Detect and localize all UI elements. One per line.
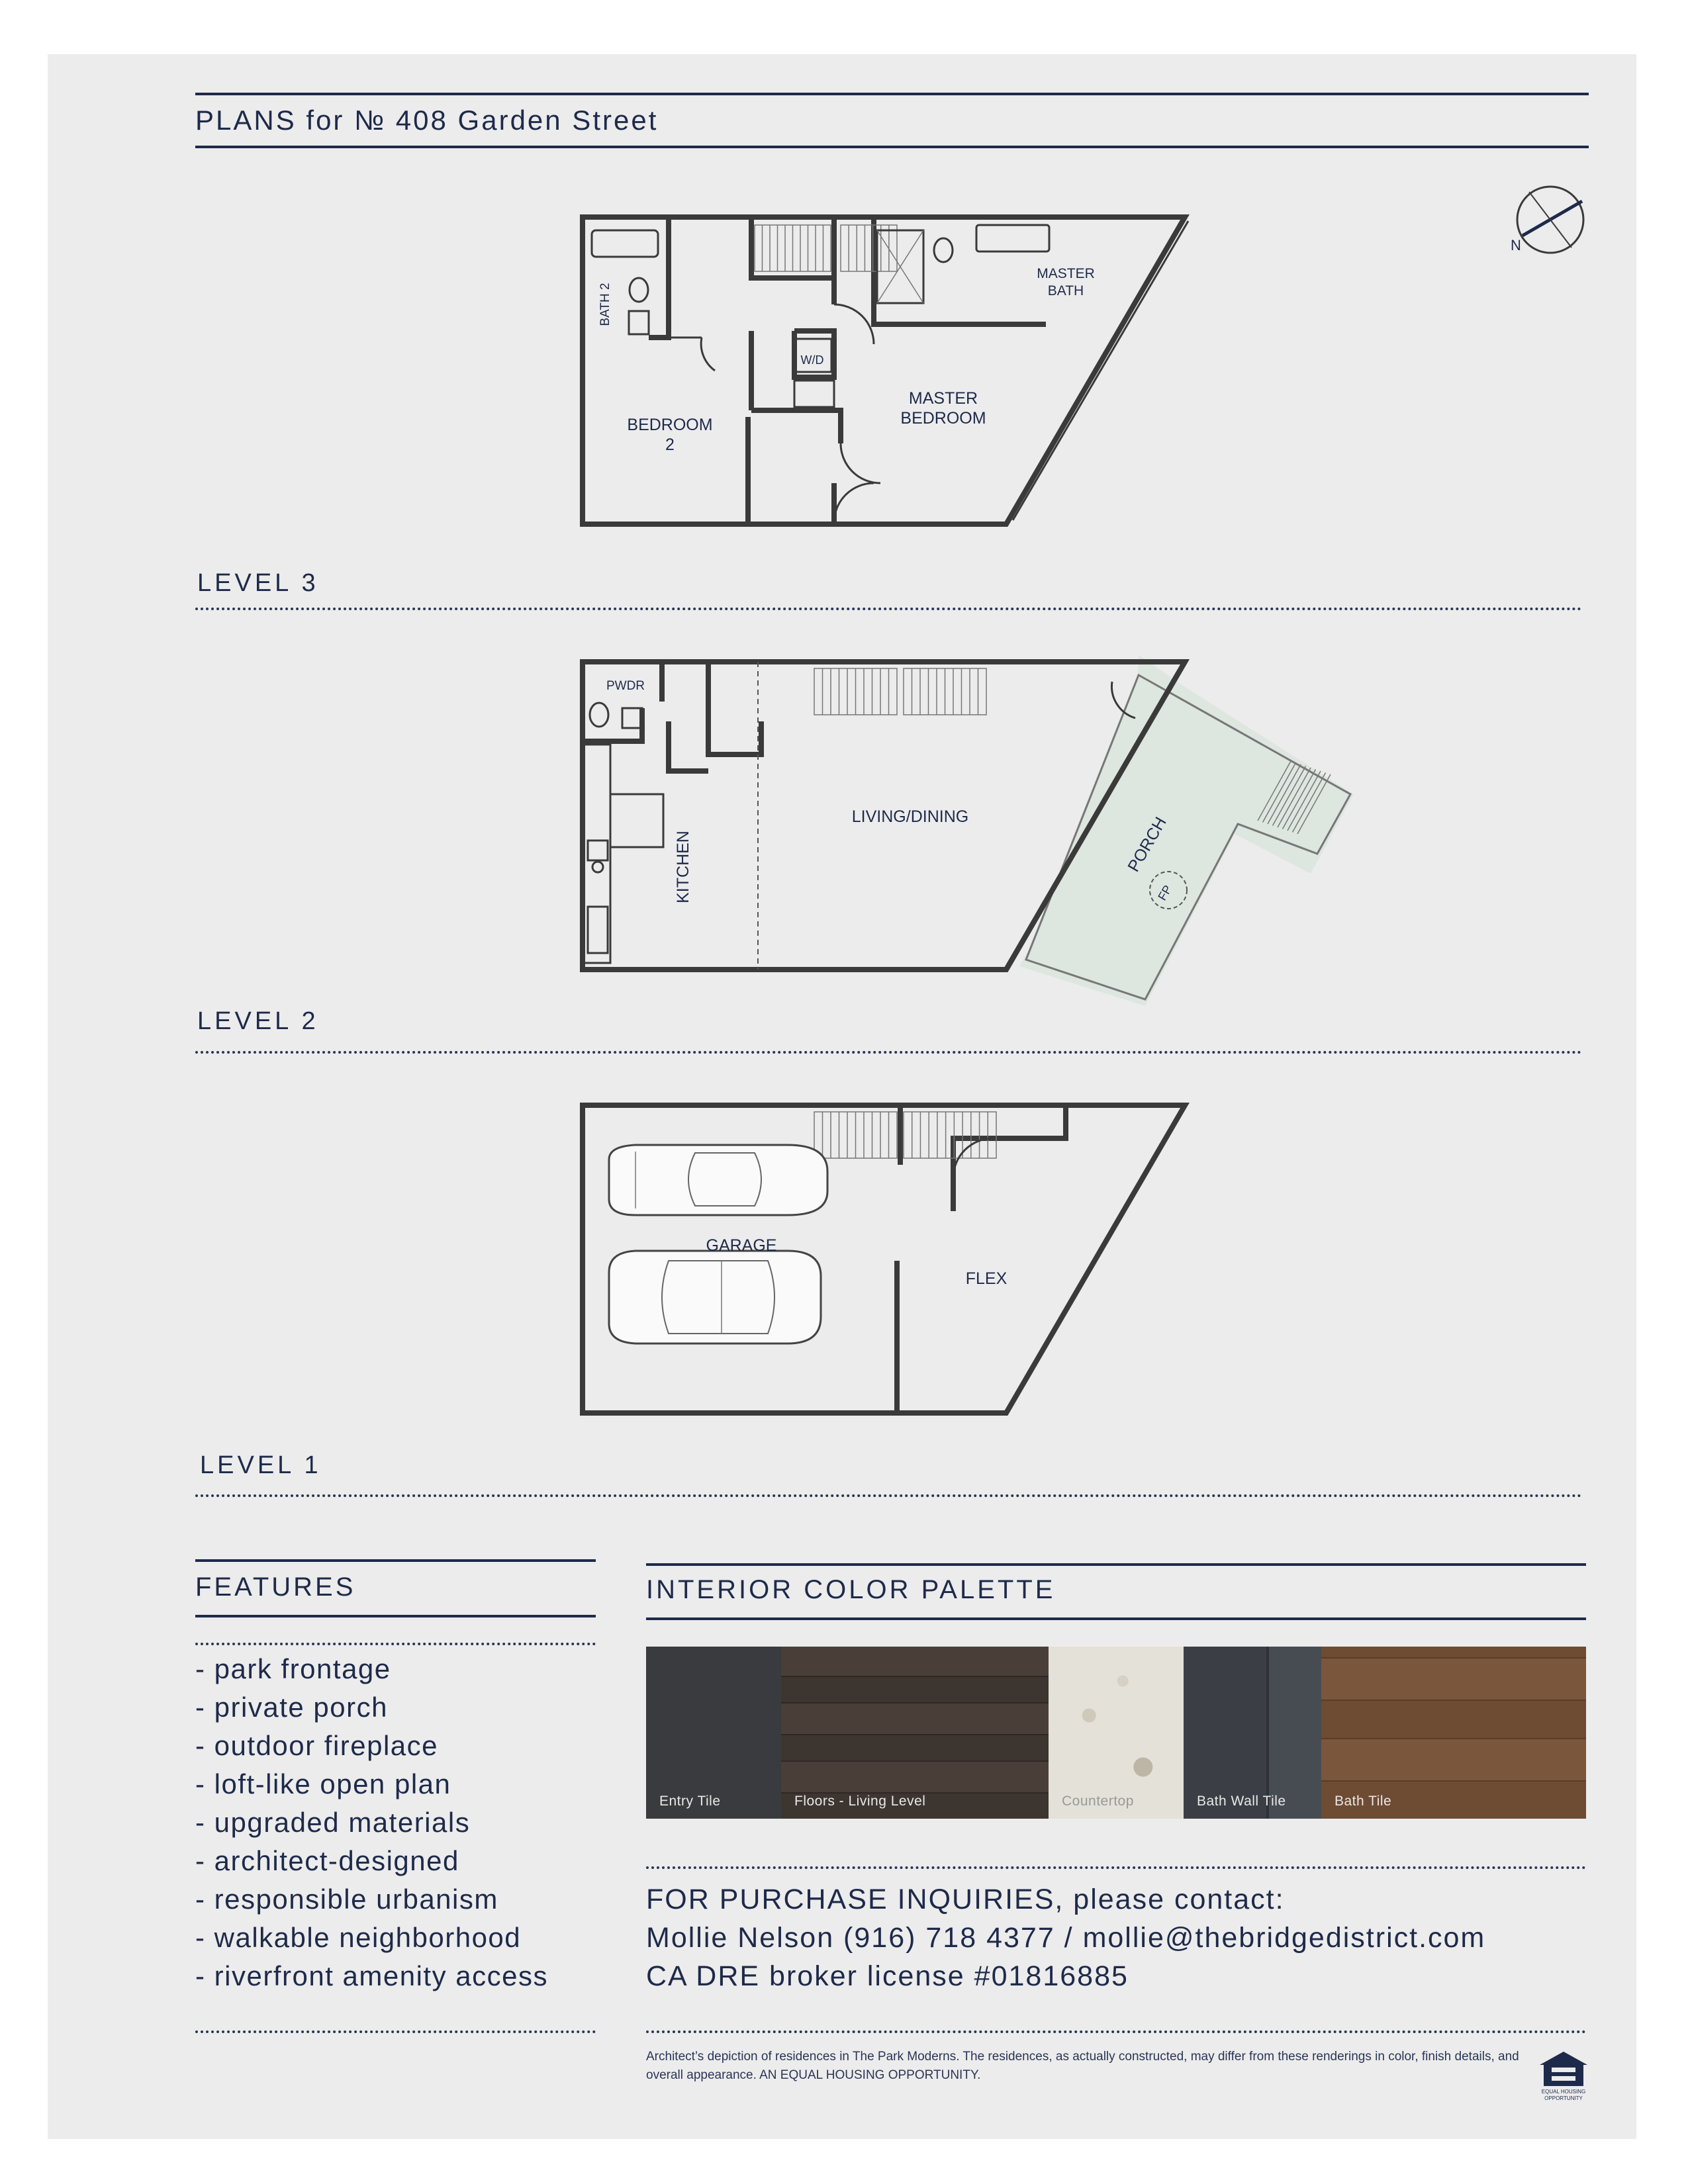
feature-item: - park frontage <box>195 1653 391 1684</box>
feature-item: - responsible urbanism <box>195 1884 498 1915</box>
equal-housing-icon <box>1537 2049 1590 2102</box>
level-2-label: LEVEL 2 <box>197 1007 319 1035</box>
swatch-label: Bath Wall Tile <box>1197 1794 1286 1809</box>
level-1-divider <box>195 1494 1582 1497</box>
feature-item: - riverfront amenity access <box>195 1960 548 1991</box>
level-1-floor-plan <box>569 1099 1192 1423</box>
level-1-label: LEVEL 1 <box>200 1451 322 1479</box>
car-top-icon-2 <box>609 1251 821 1343</box>
features-bottom-rule <box>195 1615 596 1617</box>
swatch-countertop <box>1049 1647 1184 1819</box>
svg-text:EQUAL HOUSING: EQUAL HOUSING <box>1541 2089 1586 2095</box>
master-bath-label: MASTER <box>1037 266 1095 281</box>
feature-item: - walkable neighborhood <box>195 1922 522 1953</box>
bath-2-label: BATH 2 <box>598 283 612 326</box>
fireplace-label: FP <box>1155 883 1175 903</box>
living-dining-label: LIVING/DINING <box>851 807 969 826</box>
contact-bottom-rule <box>646 2030 1586 2033</box>
feature-item: - private porch <box>195 1692 388 1723</box>
wd-label: W/D <box>800 353 824 367</box>
master-bedroom-label-2: BEDROOM <box>900 409 986 428</box>
legal-disclaimer: Architect’s depiction of residences in The Park Moderns. The residences, as actually constructed, may differ from these renderings in color, finish details, and overall appearance. AN EQUAL HOUSING OPPORTUNITY. <box>646 2050 1519 2082</box>
swatch-entry-tile <box>646 1647 781 1819</box>
swatch-label: Countertop <box>1062 1794 1134 1809</box>
swatch-label: Bath Tile <box>1335 1794 1392 1809</box>
bedroom-2-label: BEDROOM <box>627 416 713 434</box>
porch-label: PORCH <box>1124 813 1170 876</box>
header-top-rule <box>195 93 1589 95</box>
level-3-floor-plan <box>569 212 1192 536</box>
swatch-floors <box>781 1647 1049 1819</box>
swatch-label: Entry Tile <box>659 1794 721 1809</box>
master-bath-label-2: BATH <box>1047 283 1084 298</box>
level-2-floor-plan <box>569 655 1364 1013</box>
kitchen-label: KITCHEN <box>674 831 692 903</box>
level-3-divider <box>195 608 1582 610</box>
broker-license: CA DRE broker license #01816885 <box>646 1960 1129 1992</box>
palette-bottom-rule <box>646 1617 1586 1620</box>
features-dotted-rule <box>195 1643 596 1645</box>
contact-phone-email[interactable]: Mollie Nelson (916) 718 4377 / mollie@thebridgedistrict.com <box>646 1922 1486 1954</box>
north-label: N <box>1511 237 1521 253</box>
palette-top-rule <box>646 1563 1586 1566</box>
feature-item: - upgraded materials <box>195 1807 471 1838</box>
feature-item: - loft-like open plan <box>195 1768 451 1799</box>
level-3-label: LEVEL 3 <box>197 569 319 597</box>
features-top-rule <box>195 1559 596 1562</box>
north-arrow-icon <box>1496 179 1589 265</box>
palette-title: INTERIOR COLOR PALETTE <box>646 1575 1056 1604</box>
swatch-bath-wall-tile <box>1184 1647 1321 1819</box>
contact-top-rule <box>646 1866 1586 1869</box>
contact-heading: FOR PURCHASE INQUIRIES, please contact: <box>646 1884 1285 1915</box>
feature-item: - outdoor fireplace <box>195 1730 439 1761</box>
features-title: FEATURES <box>195 1572 356 1602</box>
svg-text:OPPORTUNITY: OPPORTUNITY <box>1544 2095 1583 2101</box>
features-end-rule <box>195 2030 596 2033</box>
bedroom-2-label-2: 2 <box>665 435 675 454</box>
page-title: PLANS for № 408 Garden Street <box>195 105 659 136</box>
swatch-bath-tile <box>1321 1647 1586 1819</box>
master-bedroom-label: MASTER <box>908 389 978 408</box>
car-top-icon <box>609 1145 827 1215</box>
pwdr-label: PWDR <box>606 679 645 693</box>
flex-label: FLEX <box>965 1269 1008 1288</box>
level-2-divider <box>195 1051 1582 1054</box>
swatch-label: Floors - Living Level <box>794 1794 926 1809</box>
header-bottom-rule <box>195 146 1589 148</box>
feature-item: - architect-designed <box>195 1845 459 1876</box>
garage-label: GARAGE <box>706 1236 777 1255</box>
